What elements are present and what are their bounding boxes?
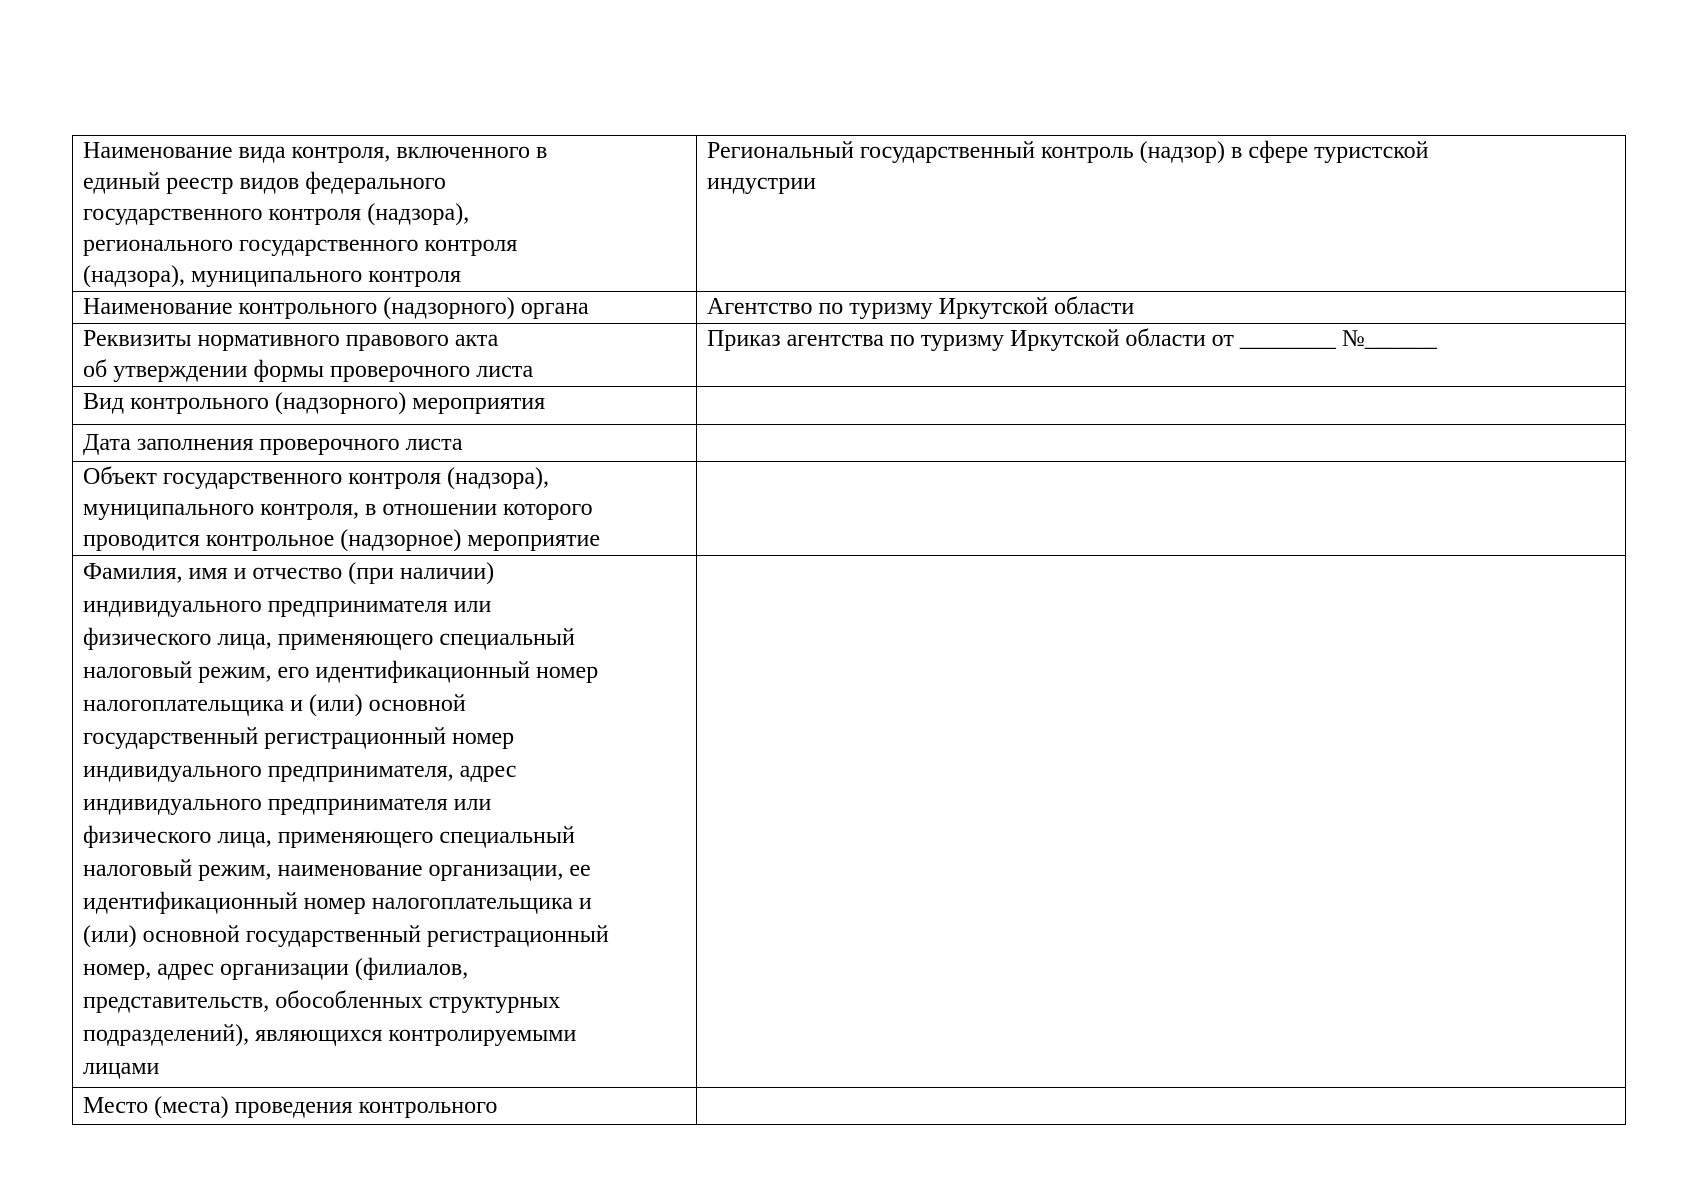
row-legal-act-details bbox=[73, 324, 1626, 387]
inspection-checklist-table bbox=[72, 135, 1626, 1125]
row-label: Вид контрольного (надзорного) мероприятия bbox=[73, 387, 697, 425]
row-label: Фамилия, имя и отчество (при наличии) индивидуального предпринимателя или физического лица, применяющего специальный налоговый режим, его идентификационный номер налогоплательщика и (или) основной государственный регистрационный номер индивидуального предпринимателя, адрес индивидуального предпринимателя или физического лица, применяющего специальный налоговый режим, наименование организации, ее идентификационный номер налогоплательщика и (или) основной государственный регистрационный номер, адрес организации (филиалов, представительств, обособленных структурных подразделений), являющихся контролируемыми лицами bbox=[73, 556, 697, 1088]
row-fill-date bbox=[73, 425, 1626, 462]
row-label: Объект государственного контроля (надзора), муниципального контроля, в отношении которого проводится контрольное (надзорное) мероприятие bbox=[73, 462, 697, 556]
row-label: Реквизиты нормативного правового акта об утверждении формы проверочного листа bbox=[73, 324, 697, 387]
row-control-body bbox=[73, 292, 1626, 324]
row-label: Наименование контрольного (надзорного) органа bbox=[73, 292, 697, 324]
row-event-place bbox=[73, 1088, 1626, 1125]
row-label: Дата заполнения проверочного листа bbox=[73, 425, 697, 462]
row-controlled-person bbox=[73, 556, 1626, 1088]
row-value bbox=[697, 387, 1626, 425]
row-label: Место (места) проведения контрольного bbox=[73, 1088, 697, 1125]
row-control-type-name bbox=[73, 136, 1626, 292]
row-value bbox=[697, 462, 1626, 556]
row-event-type bbox=[73, 387, 1626, 425]
row-value bbox=[697, 425, 1626, 462]
row-value: Агентство по туризму Иркутской области bbox=[697, 292, 1626, 324]
row-control-object bbox=[73, 462, 1626, 556]
row-value: Региональный государственный контроль (надзор) в сфере туристской индустрии bbox=[697, 136, 1626, 292]
row-value bbox=[697, 556, 1626, 1088]
row-value: Приказ агентства по туризму Иркутской области от ________ №______ bbox=[697, 324, 1626, 387]
row-value bbox=[697, 1088, 1626, 1125]
row-label: Наименование вида контроля, включенного в единый реестр видов федерального государственного контроля (надзора), регионального государственного контроля (надзора), муниципального контроля bbox=[73, 136, 697, 292]
